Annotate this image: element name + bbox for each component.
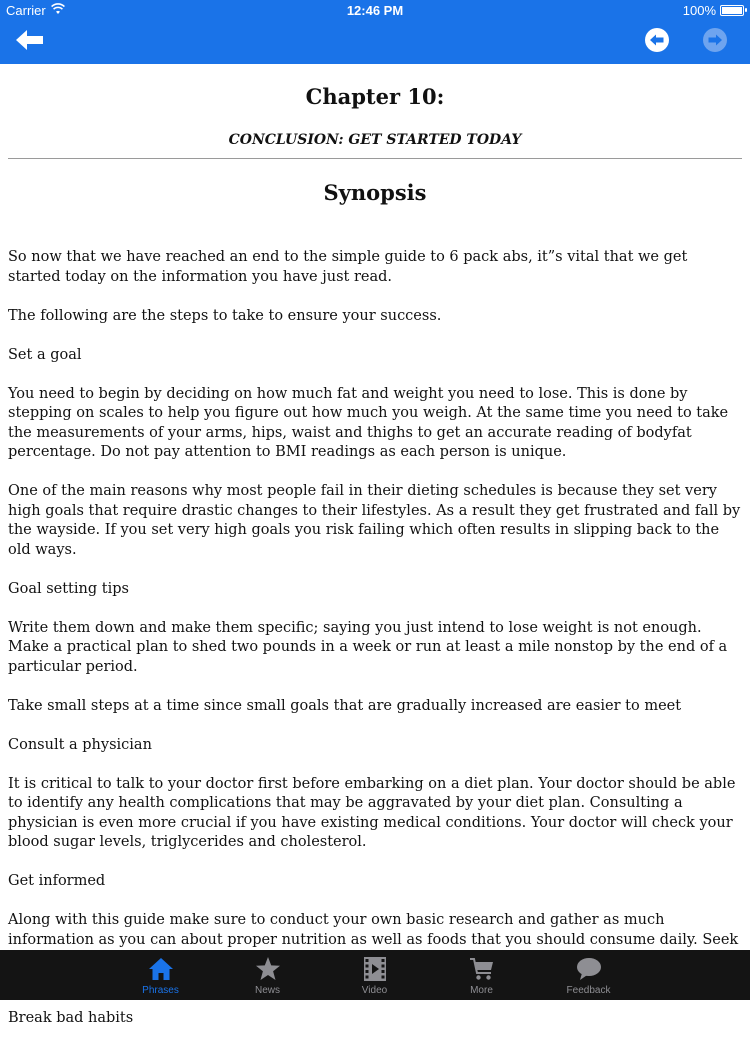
paragraph: Along with this guide make sure to conduct your own basic research and gather as much information as you can about proper nutrition as well as foods that you should consume daily. Seek — [8, 912, 739, 948]
house-icon — [147, 955, 175, 983]
tab-news[interactable] — [214, 950, 321, 1000]
paragraph: Get informed — [8, 873, 106, 889]
battery-icon — [720, 5, 744, 16]
paragraph: Set a goal — [8, 346, 82, 363]
paragraph: Goal setting tips — [8, 580, 129, 597]
status-bar — [0, 0, 750, 22]
divider — [8, 158, 742, 159]
battery-percent: 100% — [682, 3, 716, 18]
paragraph: It is critical to talk to your doctor first before embarking on a diet plan. Your doctor should be able to identify any health complications that may be aggravated by your diet plan. Consulting a physician is even more crucial if you have existing medical conditions. Your doctor will check your blood sugar levels, triglycerides and cholesterol. — [8, 775, 736, 850]
body-text — [8, 248, 742, 1048]
navigation-bar — [0, 0, 750, 64]
tab-label: Phrases — [142, 985, 179, 996]
paragraph: Break bad habits — [8, 1009, 134, 1026]
circle-back-icon[interactable] — [644, 27, 670, 53]
clock-label: 12:46 PM — [346, 3, 404, 18]
tab-label: News — [254, 985, 280, 996]
tab-bar — [0, 950, 750, 1000]
carrier-label: Carrier — [6, 3, 46, 18]
speech-bubble-icon — [575, 955, 603, 983]
paragraph: One of the main reasons why most people fail in their dieting schedules is because they set very high goals that require drastic changes to their lifestyles. As a result they get frustrated and fall by the wayside. If you set very high goals you risk failing which often results in slipping back to the old ways. — [8, 483, 741, 558]
tab-more[interactable] — [428, 950, 535, 1000]
paragraph: Consult a physician — [8, 736, 152, 753]
paragraph: So now that we have reached an end to the simple guide to 6 pack abs, it”s vital that we get started today on the information you have just read. — [8, 249, 688, 285]
tab-phrases[interactable] — [107, 950, 214, 1000]
tab-video[interactable] — [321, 950, 428, 1000]
film-icon — [361, 955, 389, 983]
tab-label: More — [470, 985, 493, 996]
star-icon — [254, 955, 282, 983]
tab-label: Video — [361, 985, 388, 996]
paragraph: Write them down and make them specific; saying you just intend to lose weight is not enough. Make a practical plan to shed two pounds in a week or run at least a mile nonstop by the end of a particular period. — [8, 619, 728, 675]
cart-icon — [468, 955, 496, 983]
paragraph: Take small steps at a time since small goals that are gradually increased are easier to meet — [8, 697, 682, 714]
section-heading: Synopsis — [323, 180, 427, 205]
circle-forward-icon[interactable] — [702, 27, 728, 53]
tab-label: Feedback — [566, 985, 611, 996]
tab-feedback[interactable] — [535, 950, 642, 1000]
paragraph: The following are the steps to take to ensure your success. — [8, 307, 442, 324]
paragraph: You need to begin by deciding on how much fat and weight you need to lose. This is done by stepping on scales to help you figure out how much you weigh. At the same time you need to take the measurements of your arms, hips, waist and thighs to get an accurate reading of bodyfat percentage. Do not pay attention to BMI readings as each person is unique. — [8, 385, 729, 460]
chapter-title: Chapter 10: — [305, 84, 445, 109]
back-arrow-icon[interactable] — [14, 27, 46, 53]
chapter-subtitle: CONCLUSION: GET STARTED TODAY — [228, 132, 522, 148]
